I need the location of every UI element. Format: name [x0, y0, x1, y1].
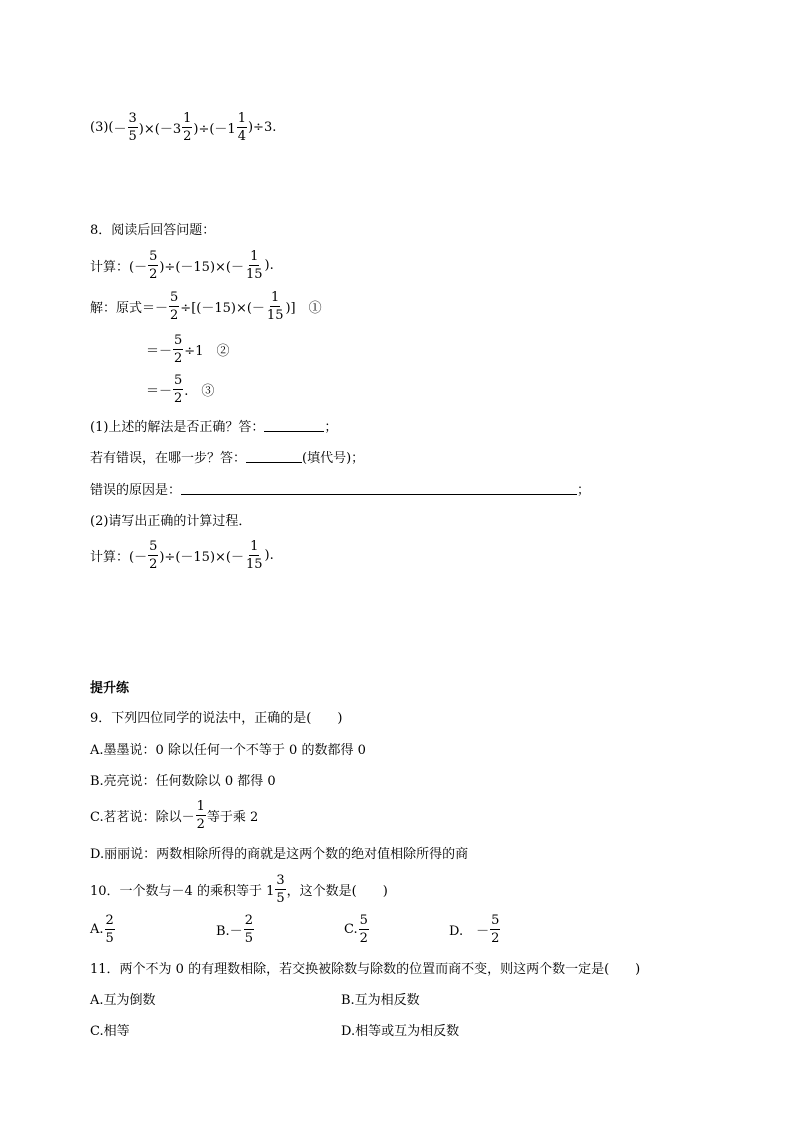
p8-q2-text: (2)请写出正确的计算过程． [90, 514, 252, 529]
p8-q2-calc-mid: )÷(－15)×(－ [159, 550, 244, 565]
frac-den: 5 [276, 891, 285, 906]
p10-optB-frac [244, 914, 254, 945]
p8-calc-end: ). [264, 258, 274, 273]
p8-heading-text: 8．阅读后回答问题： [90, 223, 216, 238]
frac-den: 2 [183, 129, 192, 144]
p8-q2-fracA [148, 540, 158, 571]
p8-step2-frac [173, 334, 183, 365]
p8-q1c-answer-blank[interactable] [181, 482, 577, 495]
p7-seg2: )×(－3 [138, 122, 182, 137]
frac-den: 2 [196, 817, 205, 832]
problem11-option-a [90, 989, 156, 1008]
problem9-option-c [90, 800, 258, 831]
p8-q1b-text: 若有错误，在哪一步？答： [90, 451, 247, 466]
frac-den: 2 [491, 931, 500, 946]
problem10-option-d [449, 914, 501, 945]
problem8-q2-calc [90, 540, 274, 571]
p9-optC-suffix: 等于乘 2 [206, 810, 259, 825]
frac-num: 1 [271, 290, 280, 305]
p10-optA-label: A. [90, 922, 104, 937]
frac-num: 5 [491, 913, 500, 928]
problem8-solution-step3 [146, 374, 214, 405]
problem8-q1b [90, 447, 364, 466]
problem7-part3 [90, 112, 276, 143]
frac-den: 2 [174, 351, 183, 366]
p10-optC-frac [359, 914, 369, 945]
p10-optD-frac [490, 914, 500, 945]
frac-den: 5 [105, 931, 114, 946]
p8-step2-end: ÷1 ② [184, 344, 230, 359]
frac-num: 1 [183, 111, 192, 126]
problem11-option-d [341, 1020, 459, 1039]
problem8-q2 [90, 510, 251, 529]
problem10-question [90, 874, 388, 905]
frac-den: 5 [244, 931, 253, 946]
p7-minus: － [113, 122, 127, 137]
problem8-calc [90, 250, 274, 281]
problem10-option-c [344, 914, 370, 945]
p8-step3-prefix: ＝－ [146, 384, 173, 399]
frac-den: 15 [266, 308, 284, 323]
p8-step2-prefix: ＝－ [146, 344, 173, 359]
problem9-option-b [90, 770, 276, 789]
p7-frac1 [128, 112, 138, 143]
p8-q1-text: (1)上述的解法是否正确？答： [90, 420, 265, 435]
p11-optC-text: C.相等 [90, 1024, 130, 1039]
p10-optA-frac [105, 914, 115, 945]
p9-optC-frac [196, 800, 206, 831]
p9-optC-prefix: C.茗茗说：除以－ [90, 810, 195, 825]
problem9-question [90, 707, 342, 726]
p10-q-prefix: 10．一个数与－4 的乘积等于 1 [90, 884, 275, 899]
p10-q-frac [275, 874, 285, 905]
frac-den: 2 [359, 931, 368, 946]
problem10-option-b [216, 914, 255, 945]
frac-num: 5 [174, 373, 183, 388]
p8-sol-mid: ÷[(－15)×(－ [180, 301, 265, 316]
problem11-option-b [341, 989, 420, 1008]
p8-q1b-answer-blank[interactable] [246, 450, 302, 463]
p8-sol-end: )] ① [285, 301, 322, 316]
p10-optC-label: C. [344, 922, 358, 937]
section-title [90, 677, 129, 696]
p9-optB-text: B.亮亮说：任何数除以 0 都得 0 [90, 774, 276, 789]
frac-den: 4 [237, 129, 246, 144]
p7-seg3: )÷(－1 [193, 122, 236, 137]
p8-step3-end: . ③ [184, 384, 215, 399]
p11-optB-text: B.互为相反数 [341, 993, 420, 1008]
problem11-question [90, 958, 640, 977]
p7-seg4: )÷3. [247, 120, 277, 135]
problem8-q1 [90, 416, 337, 435]
p11-question-text: 11．两个不为 0 的有理数相除，若交换被除数与除数的位置而商不变，则这两个数一定是( ) [90, 962, 641, 977]
problem9-option-d [90, 843, 468, 862]
p8-fracA [148, 250, 158, 281]
frac-den: 2 [170, 308, 179, 323]
p8-fracB [245, 250, 264, 281]
p8-q1c-text: 错误的原因是： [90, 483, 182, 498]
frac-den: 5 [128, 129, 137, 144]
p9-optD-text: D.丽丽说：两数相除所得的商就是这两个数的绝对值相除所得的商 [90, 847, 469, 862]
p10-optD-label: D. － [449, 924, 490, 939]
frac-num: 2 [244, 913, 253, 928]
problem9-option-a [90, 739, 366, 758]
p8-q2-fracB [245, 540, 264, 571]
p7-label: (3)( [90, 120, 114, 135]
frac-den: 2 [174, 391, 183, 406]
frac-num: 5 [149, 539, 158, 554]
p11-optA-text: A.互为倒数 [90, 993, 156, 1008]
frac-num: 1 [250, 249, 259, 264]
frac-num: 3 [128, 111, 137, 126]
problem8-solution-step1 [90, 291, 322, 322]
frac-den: 15 [245, 267, 263, 282]
frac-num: 1 [196, 799, 205, 814]
p7-frac2 [182, 112, 192, 143]
p9-question-text: 9．下列四位同学的说法中，正确的是( ) [90, 711, 343, 726]
p8-sol-fracB [266, 291, 285, 322]
p8-step3-frac [173, 374, 183, 405]
p8-q2-calc-prefix: 计算：(－ [90, 550, 148, 565]
p8-sol-fracA [169, 291, 179, 322]
p7-frac3 [237, 112, 247, 143]
p11-optD-text: D.相等或互为相反数 [341, 1024, 460, 1039]
p8-q1-answer-blank[interactable] [264, 419, 324, 432]
frac-den: 15 [245, 557, 263, 572]
problem10-option-a [90, 914, 116, 945]
p8-sol-prefix: 解：原式＝－ [90, 301, 169, 316]
problem8-solution-step2 [146, 334, 229, 365]
problem8-heading [90, 219, 215, 238]
p8-calc-prefix: 计算：(－ [90, 260, 148, 275]
p8-q1b-end: (填代号)； [302, 451, 365, 466]
p9-optA-text: A.墨墨说：0 除以任何一个不等于 0 的数都得 0 [90, 743, 366, 758]
frac-num: 5 [174, 333, 183, 348]
frac-num: 5 [170, 290, 179, 305]
section-title-text: 提升练 [90, 681, 130, 696]
frac-num: 1 [250, 539, 259, 554]
p8-calc-mid: )÷(－15)×(－ [159, 260, 244, 275]
frac-num: 2 [105, 913, 114, 928]
p8-q2-calc-end: ). [264, 548, 274, 563]
frac-den: 2 [149, 557, 158, 572]
p10-q-suffix: ，这个数是( ) [286, 884, 388, 899]
frac-den: 2 [149, 267, 158, 282]
frac-num: 1 [237, 111, 246, 126]
p10-optB-label: B.－ [216, 924, 243, 939]
p8-q1-end: ； [324, 420, 338, 435]
p8-q1c-end: ； [577, 483, 591, 498]
frac-num: 5 [359, 913, 368, 928]
frac-num: 3 [276, 873, 285, 888]
frac-num: 5 [149, 249, 158, 264]
problem11-option-c [90, 1020, 130, 1039]
problem8-q1c [90, 479, 590, 498]
